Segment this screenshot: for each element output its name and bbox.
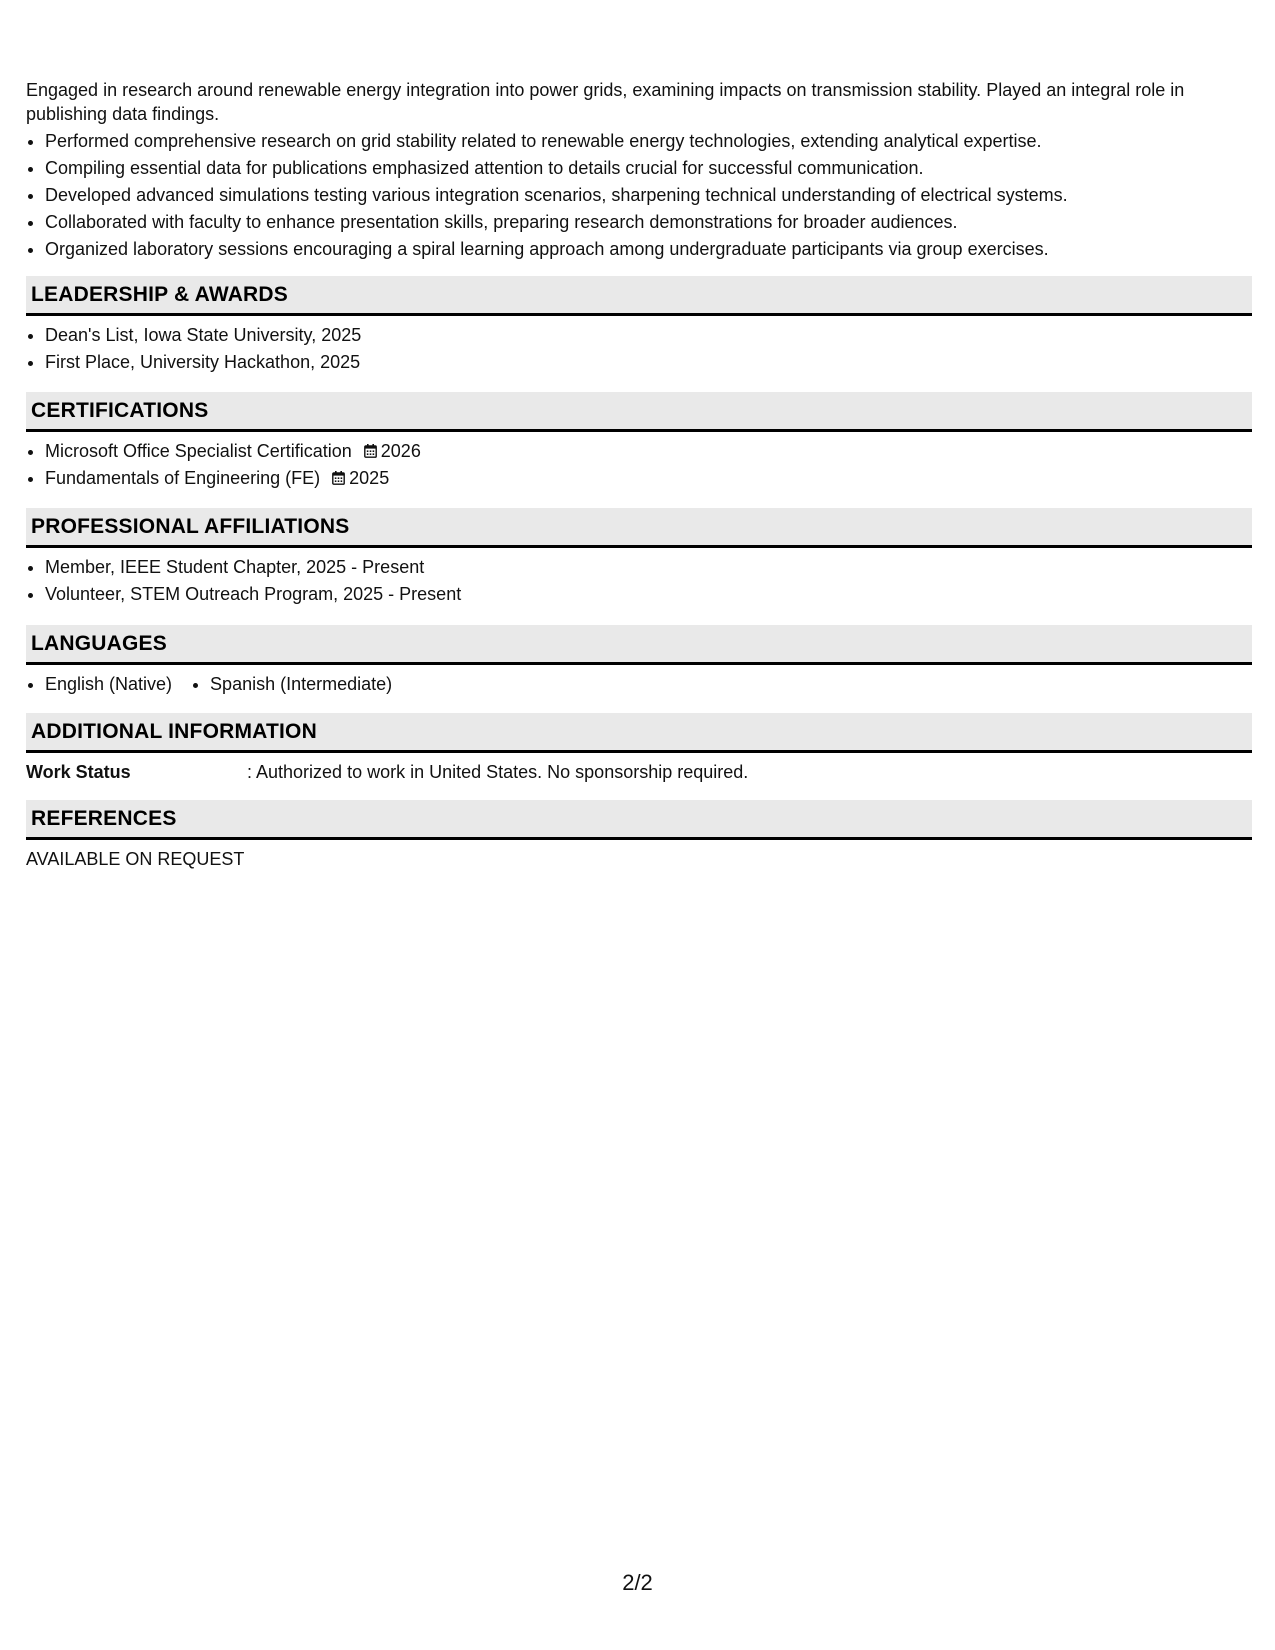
work-status-label: Work Status bbox=[26, 762, 131, 782]
references-section bbox=[26, 800, 1252, 872]
work-status-row bbox=[26, 759, 1252, 785]
section-title: LANGUAGES bbox=[31, 631, 167, 655]
page-number: 2/2 bbox=[622, 1570, 653, 1595]
section-title: ADDITIONAL INFORMATION bbox=[31, 719, 317, 743]
section-header bbox=[26, 276, 1252, 316]
certification-name: Microsoft Office Specialist Certification bbox=[45, 441, 352, 461]
calendar-icon bbox=[364, 444, 377, 458]
section-header bbox=[26, 713, 1252, 753]
certification-name: Fundamentals of Engineering (FE) bbox=[45, 468, 321, 488]
list-item: • First Place, University Hackathon, 2025 bbox=[45, 349, 1252, 376]
section-title: PROFESSIONAL AFFILIATIONS bbox=[31, 514, 350, 538]
list-item: • Developed advanced simulations testing various integration scenarios, sharpening technical understanding of electrical systems. bbox=[45, 182, 1252, 209]
calendar-icon bbox=[332, 471, 345, 485]
list-item: • Dean's List, Iowa State University, 2025 bbox=[45, 322, 1252, 349]
list-item: • Collaborated with faculty to enhance presentation skills, preparing research demonstrations for broader audiences. bbox=[45, 209, 1252, 236]
certification-year: 2026 bbox=[380, 441, 421, 461]
section-title: REFERENCES bbox=[31, 806, 177, 830]
list-item: • Spanish (Intermediate) bbox=[210, 671, 392, 698]
section-title: CERTIFICATIONS bbox=[31, 398, 209, 422]
certifications-section bbox=[26, 392, 1252, 492]
section-header bbox=[26, 508, 1252, 548]
list-item: • Member, IEEE Student Chapter, 2025 - Present bbox=[45, 554, 1252, 581]
list-item bbox=[45, 465, 1252, 492]
list-item: • Organized laboratory sessions encouraging a spiral learning approach among undergraduate participants via group exercises. bbox=[45, 236, 1252, 263]
list-item: • Compiling essential data for publications emphasized attention to details crucial for successful communication. bbox=[45, 155, 1252, 182]
experience-summary: Engaged in research around renewable energy integration into power grids, examining impacts on transmission stability. Played an integral role in publishing data findings. bbox=[26, 80, 1185, 124]
languages-section bbox=[26, 625, 1252, 698]
affiliations-section bbox=[26, 508, 1252, 608]
leadership-section bbox=[26, 276, 1252, 376]
experience-bullets bbox=[26, 128, 1252, 263]
references-text: AVAILABLE ON REQUEST bbox=[26, 849, 245, 869]
additional-info-section bbox=[26, 713, 1252, 785]
section-header bbox=[26, 625, 1252, 665]
certification-year: 2025 bbox=[349, 468, 390, 488]
list-item: • Volunteer, STEM Outreach Program, 2025 - Present bbox=[45, 581, 1252, 608]
list-item: • English (Native) bbox=[45, 671, 172, 698]
section-header bbox=[26, 392, 1252, 432]
section-title: LEADERSHIP & AWARDS bbox=[31, 282, 288, 306]
list-item: • Performed comprehensive research on grid stability related to renewable energy technologies, extending analytical expertise. bbox=[45, 128, 1252, 155]
list-item bbox=[45, 438, 1252, 465]
section-header bbox=[26, 800, 1252, 840]
work-status-value: : Authorized to work in United States. No sponsorship required. bbox=[247, 762, 749, 782]
